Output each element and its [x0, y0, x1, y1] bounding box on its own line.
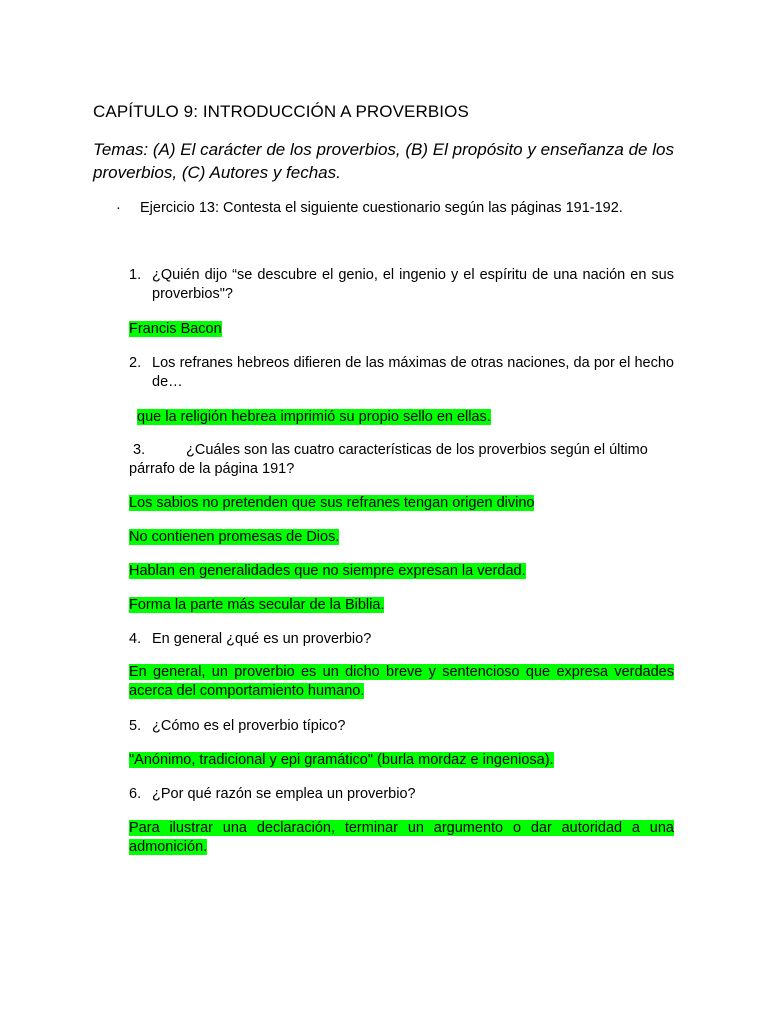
question-3	[129, 441, 674, 479]
question-5	[129, 717, 674, 736]
answer-3b	[129, 528, 674, 547]
answer-1	[129, 320, 674, 339]
chapter-title: CAPÍTULO 9: INTRODUCCIÓN A PROVERBIOS	[93, 102, 469, 121]
answer-6	[129, 819, 674, 857]
answer-3d	[129, 596, 674, 615]
question-number: 3.	[133, 442, 146, 458]
question-text: En general ¿qué es un proverbio?	[152, 631, 372, 647]
question-text: ¿Por qué razón se emplea un proverbio?	[152, 786, 416, 802]
question-2	[129, 354, 674, 392]
answer-highlight: Para ilustrar una declaración, terminar un argumento o dar autoridad a una admonición.	[129, 820, 674, 855]
answer-highlight: Hablan en generalidades que no siempre expresan la verdad.	[129, 563, 526, 579]
question-text: ¿Cómo es el proverbio típico?	[152, 718, 346, 734]
answer-4	[129, 663, 674, 701]
answer-highlight: Forma la parte más secular de la Biblia.	[129, 597, 385, 613]
answer-highlight: En general, un proverbio es un dicho breve y sentencioso que expresa verdades acerca del comportamiento humano.	[129, 664, 674, 699]
question-text: Los refranes hebreos difieren de las máximas de otras naciones, da por el hecho de…	[152, 355, 674, 390]
bullet-icon: ·	[116, 200, 121, 216]
topics-line: Temas: (A) El carácter de los proverbios, (B) El propósito y enseñanza de los proverbios, (C) Autores y fechas.	[93, 140, 674, 182]
question-number: 4.	[129, 631, 142, 647]
answer-highlight: No contienen promesas de Dios.	[129, 529, 340, 545]
answer-highlight: Francis Bacon	[129, 321, 222, 337]
answer-3c	[129, 562, 674, 581]
exercise-item	[116, 200, 623, 216]
answer-3a	[129, 494, 674, 513]
question-number: 5.	[129, 718, 142, 734]
question-6	[129, 785, 674, 804]
answer-2	[129, 408, 674, 427]
answer-highlight: Los sabios no pretenden que sus refranes tengan origen divino	[129, 495, 535, 511]
question-text: ¿Quién dijo “se descubre el genio, el ingenio y el espíritu de una nación en sus proverbios"?	[152, 267, 674, 302]
exercise-text: Ejercicio 13: Contesta el siguiente cuestionario según las páginas 191-192.	[140, 200, 623, 216]
question-number: 6.	[129, 786, 142, 802]
question-1	[129, 266, 674, 304]
question-4	[129, 630, 674, 649]
question-number: 2.	[129, 355, 142, 371]
answer-highlight: "Anónimo, tradicional y epi gramático" (burla mordaz e ingeniosa).	[129, 752, 554, 768]
answer-5	[129, 751, 674, 770]
question-text: ¿Cuáles son las cuatro características de los proverbios según el último párrafo de la página 191?	[129, 442, 648, 477]
question-number: 1.	[129, 267, 142, 283]
answer-highlight: que la religión hebrea imprimió su propio sello en ellas.	[137, 409, 491, 425]
